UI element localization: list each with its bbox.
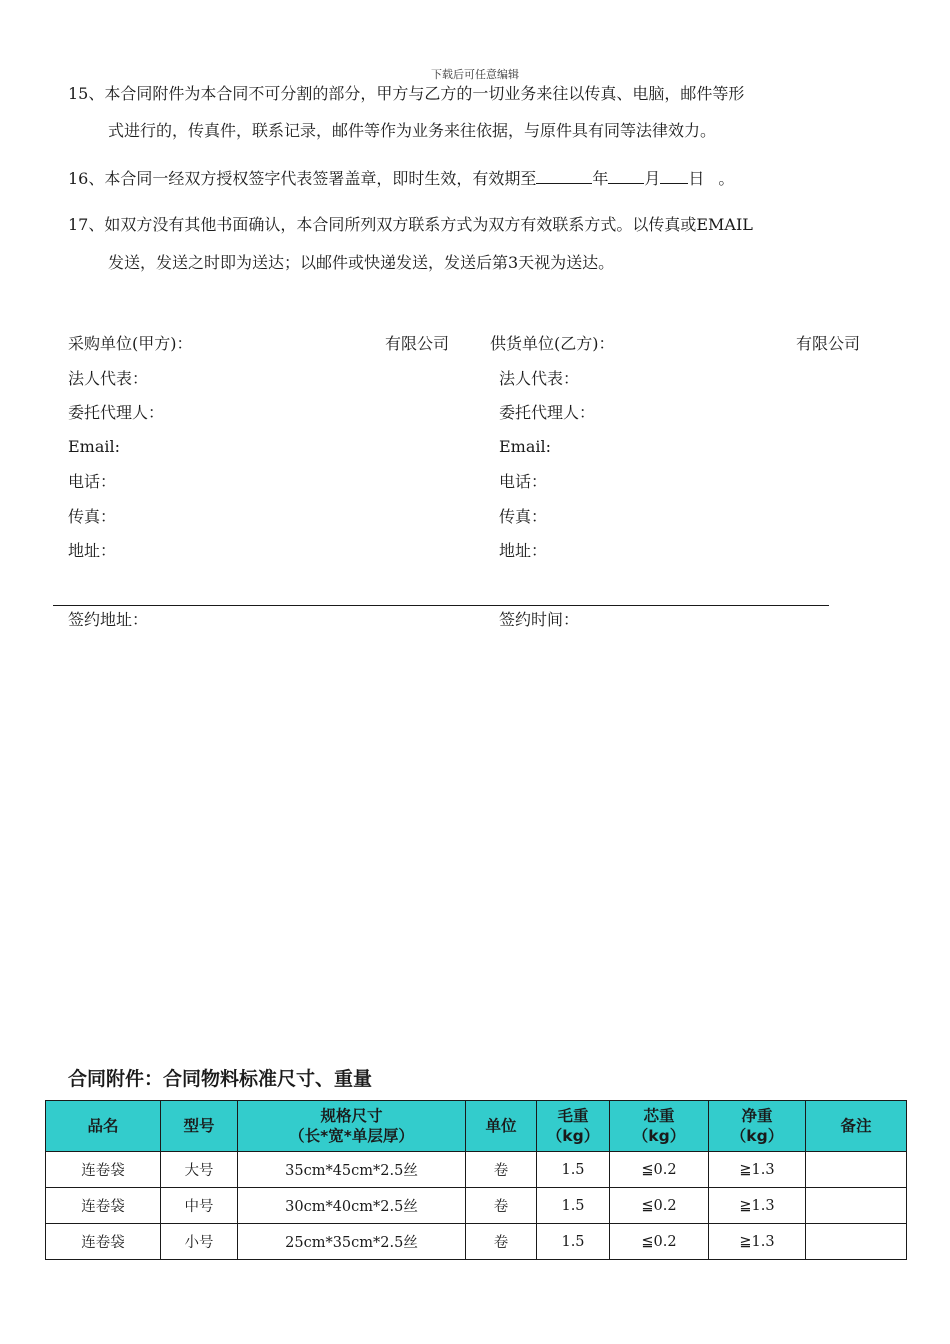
- clause-15-line-1: 15、本合同附件为本合同不可分割的部分，甲方与乙方的一切业务来往以传真、电脑，邮件等形: [68, 84, 745, 103]
- supplier-phone: 电话：: [499, 472, 548, 491]
- cell-core-weight: ≦0.2: [610, 1188, 709, 1224]
- day-label: 日: [688, 169, 705, 188]
- year-blank: [536, 168, 592, 184]
- clause-16: [68, 168, 734, 189]
- table-row: [46, 1188, 907, 1224]
- year-label: 年: [592, 169, 609, 188]
- signing-time-label: 签约时间：: [499, 610, 580, 629]
- header-spec-size: 规格尺寸 （长*宽*单层厚）: [238, 1101, 466, 1152]
- cell-unit: 卷: [466, 1188, 537, 1224]
- day-blank: [660, 168, 688, 184]
- cell-remarks: [806, 1224, 907, 1260]
- table-row: [46, 1152, 907, 1188]
- cell-net-weight: ≧1.3: [709, 1188, 806, 1224]
- header-remarks: 备注: [806, 1101, 907, 1152]
- cell-product-name: 连卷袋: [46, 1224, 161, 1260]
- cell-net-weight: ≧1.3: [709, 1224, 806, 1260]
- cell-core-weight: ≦0.2: [610, 1152, 709, 1188]
- supplier-address: 地址：: [499, 541, 548, 560]
- clause-15-line-2: 式进行的，传真件，联系记录，邮件等作为业务来往依据，与原件具有同等法律效力。: [108, 121, 717, 140]
- supplier-company-suffix: 有限公司: [796, 334, 861, 353]
- clause-17-line-2: 发送，发送之时即为送达；以邮件或快递发送，发送后第3天视为送达。: [108, 253, 615, 272]
- cell-product-name: 连卷袋: [46, 1188, 161, 1224]
- cell-model: 大号: [161, 1152, 238, 1188]
- month-label: 月: [644, 169, 661, 188]
- buyer-label: 采购单位(甲方)：: [68, 334, 193, 353]
- cell-model: 中号: [161, 1188, 238, 1224]
- cell-model: 小号: [161, 1224, 238, 1260]
- cell-product-name: 连卷袋: [46, 1152, 161, 1188]
- buyer-email: Email:: [68, 437, 121, 456]
- cell-spec-size: 35cm*45cm*2.5丝: [238, 1152, 466, 1188]
- cell-unit: 卷: [466, 1224, 537, 1260]
- cell-spec-size: 30cm*40cm*2.5丝: [238, 1188, 466, 1224]
- header-unit: 单位: [466, 1101, 537, 1152]
- buyer-agent: 委托代理人：: [68, 403, 165, 422]
- buyer-address: 地址：: [68, 541, 117, 560]
- header-gross-weight: 毛重 （kg）: [537, 1101, 610, 1152]
- table-row: [46, 1224, 907, 1260]
- cell-spec-size: 25cm*35cm*2.5丝: [238, 1224, 466, 1260]
- supplier-label: 供货单位(乙方)：: [490, 334, 615, 353]
- supplier-legal-rep: 法人代表：: [499, 369, 580, 388]
- cell-gross-weight: 1.5: [537, 1188, 610, 1224]
- header-core-weight: 芯重 （kg）: [610, 1101, 709, 1152]
- material-spec-table: [45, 1100, 907, 1260]
- cell-core-weight: ≦0.2: [610, 1224, 709, 1260]
- clause-16-text: 16、本合同一经双方授权签字代表签署盖章，即时生效，有效期至: [68, 169, 537, 188]
- signing-place-label: 签约地址：: [68, 610, 149, 629]
- month-blank: [608, 168, 644, 184]
- supplier-fax: 传真：: [499, 507, 548, 526]
- cell-remarks: [806, 1188, 907, 1224]
- clause-16-end: 。: [718, 169, 735, 188]
- cell-remarks: [806, 1152, 907, 1188]
- header-net-weight: 净重 （kg）: [709, 1101, 806, 1152]
- header-model: 型号: [161, 1101, 238, 1152]
- cell-gross-weight: 1.5: [537, 1152, 610, 1188]
- buyer-fax: 传真：: [68, 507, 117, 526]
- supplier-email: Email:: [499, 437, 552, 456]
- appendix-title: 合同附件：合同物料标准尺寸、重量: [68, 1068, 373, 1090]
- buyer-company-suffix: 有限公司: [385, 334, 450, 353]
- buyer-phone: 电话：: [68, 472, 117, 491]
- cell-gross-weight: 1.5: [537, 1224, 610, 1260]
- buyer-legal-rep: 法人代表：: [68, 369, 149, 388]
- cell-unit: 卷: [466, 1152, 537, 1188]
- cell-net-weight: ≧1.3: [709, 1152, 806, 1188]
- header-product-name: 品名: [46, 1101, 161, 1152]
- clause-17-line-1: 17、如双方没有其他书面确认，本合同所列双方联系方式为双方有效联系方式。以传真或EMAIL: [68, 215, 753, 234]
- table-header-row: [46, 1101, 907, 1152]
- watermark: 下载后可任意编辑: [431, 68, 519, 81]
- signature-divider: [53, 605, 829, 606]
- supplier-agent: 委托代理人：: [499, 403, 596, 422]
